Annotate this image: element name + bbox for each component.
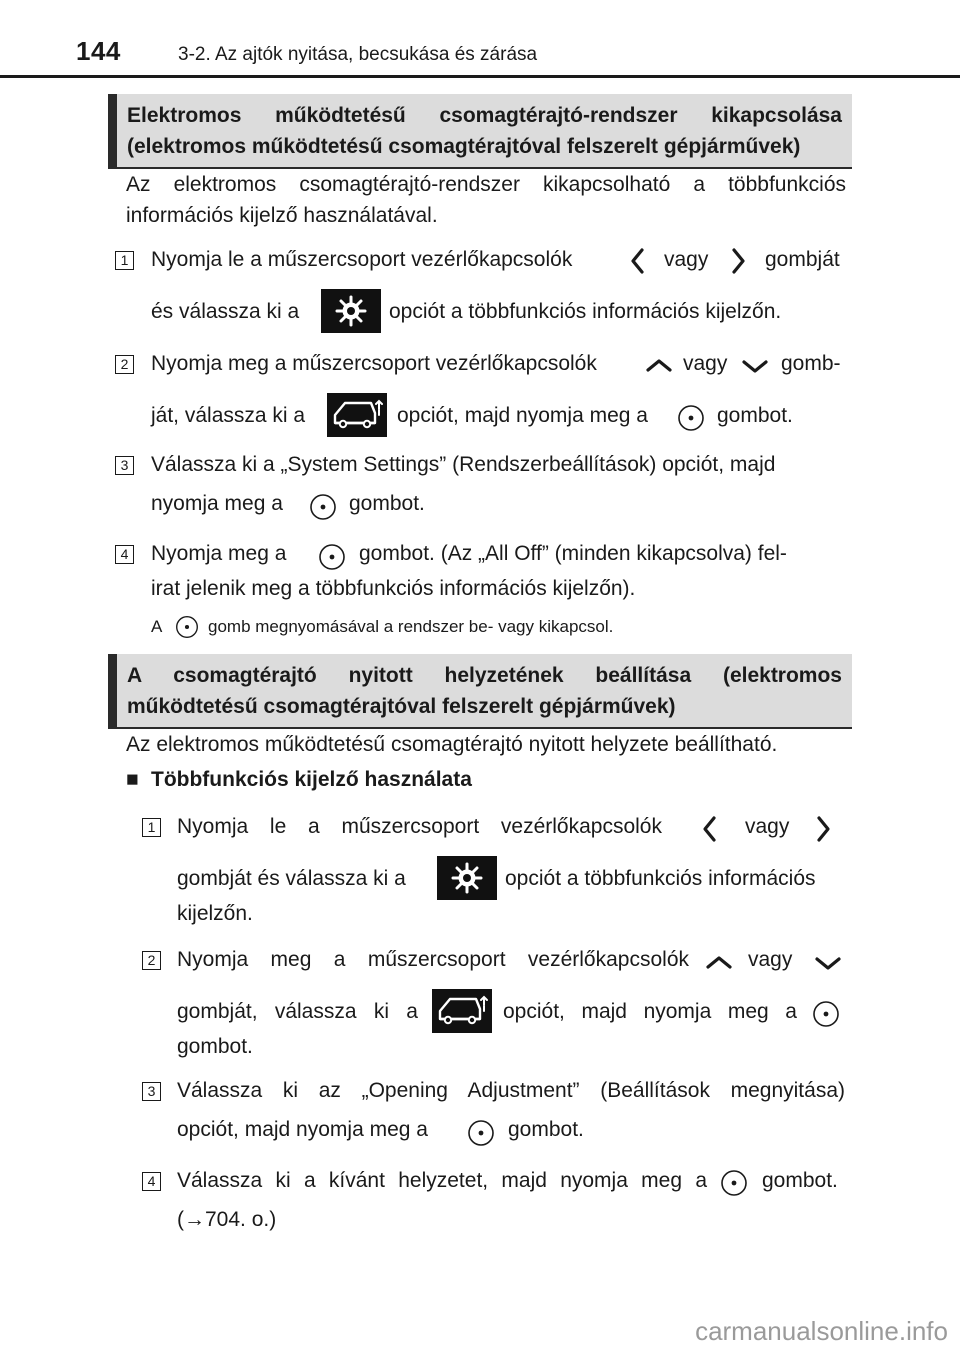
chapter-title: 3-2. Az ajtók nyitása, becsukása és zárása bbox=[178, 44, 538, 65]
page-reference: (→704. o.) bbox=[177, 1208, 277, 1231]
chevron-up-icon bbox=[705, 954, 733, 970]
step-text: gombját bbox=[765, 248, 840, 271]
step-number: 1 bbox=[142, 818, 161, 837]
step-number: 2 bbox=[115, 355, 134, 374]
step-text: Válassza ki a „System Settings” (Rendszerbeállítások) opciót, majd bbox=[151, 453, 776, 476]
step-number: 4 bbox=[115, 545, 134, 564]
ok-button-icon bbox=[318, 543, 346, 571]
step-text: irat jelenik meg a többfunkciós információs kijelzőn). bbox=[151, 577, 636, 600]
step-number: 3 bbox=[142, 1082, 161, 1101]
step-text: opciót a többfunkciós információs bbox=[505, 867, 816, 890]
page-number: 144 bbox=[76, 36, 121, 66]
section-title-line: (elektromos működtetésű csomagtérajtóval felszerelt gépjárművek) bbox=[127, 135, 801, 158]
step-text: Válassza ki az „Opening Adjustment” (Beállítások megnyitása) bbox=[177, 1079, 845, 1102]
step-text: gombot. bbox=[177, 1035, 253, 1058]
bullet-square-icon: ■ bbox=[126, 768, 139, 791]
step-text: Nyomja meg a bbox=[151, 542, 287, 565]
step-text: gombot. bbox=[762, 1169, 838, 1192]
section-intro: Az elektromos működtetésű csomagtérajtó nyitott helyzete beállítható. bbox=[126, 733, 778, 756]
note-text: A bbox=[151, 617, 163, 636]
step-text: nyomja meg a bbox=[151, 492, 283, 515]
chevron-right-icon bbox=[728, 247, 748, 275]
header-divider bbox=[0, 75, 960, 78]
step-text: vagy bbox=[745, 815, 790, 838]
step-text: vagy bbox=[664, 248, 709, 271]
section-intro: Az elektromos csomagtérajtó-rendszer kikapcsolható a többfunkciós információs kijelző használatával. bbox=[126, 173, 846, 227]
car-tailgate-icon bbox=[432, 989, 492, 1033]
step-text: gombját és válassza ki a bbox=[177, 867, 406, 890]
gear-icon bbox=[321, 289, 381, 333]
step-text: gombját, válassza ki a bbox=[177, 1000, 418, 1023]
section-title-line: Elektromos működtetésű csomagtérajtó-rendszer kikapcsolása bbox=[127, 104, 842, 127]
ok-button-icon bbox=[720, 1169, 748, 1197]
step-text: opciót, majd nyomja meg a bbox=[397, 404, 648, 427]
step-text: és válassza ki a bbox=[151, 300, 300, 323]
step-text: gomb- bbox=[781, 352, 841, 375]
ok-button-icon bbox=[175, 615, 199, 639]
step-text: vagy bbox=[683, 352, 728, 375]
note-text: gomb megnyomásával a rendszer be- vagy kikapcsol. bbox=[208, 617, 614, 636]
step-text: gombot. bbox=[717, 404, 793, 427]
step-text: opciót a többfunkciós információs kijelzőn. bbox=[389, 300, 782, 323]
step-text: ját, válassza ki a bbox=[151, 404, 306, 427]
section-title-line: működtetésű csomagtérajtóval felszerelt gépjárművek) bbox=[127, 695, 676, 718]
chevron-left-icon bbox=[628, 247, 648, 275]
step-text: Nyomja le a műszercsoport vezérlőkapcsolók bbox=[177, 815, 662, 838]
chevron-right-icon bbox=[813, 815, 833, 843]
section-title-line: A csomagtérajtó nyitott helyzetének beállítása (elektromos bbox=[127, 664, 842, 687]
step-text: Válassza ki a kívánt helyzetet, majd nyomja meg a bbox=[177, 1169, 707, 1192]
step-number: 3 bbox=[115, 456, 134, 475]
step-number: 1 bbox=[115, 251, 134, 270]
step-text: vagy bbox=[748, 948, 793, 971]
chevron-down-icon bbox=[814, 956, 842, 972]
step-number: 4 bbox=[142, 1172, 161, 1191]
section-title-open-position bbox=[108, 654, 852, 729]
step-text: gombot. bbox=[349, 492, 425, 515]
ok-button-icon bbox=[467, 1119, 495, 1147]
ok-button-icon bbox=[677, 404, 705, 432]
page-header bbox=[0, 0, 960, 80]
subsection-heading: Többfunkciós kijelző használata bbox=[151, 768, 472, 791]
step-text: opciót, majd nyomja meg a bbox=[503, 1000, 797, 1023]
step-text: gombot. (Az „All Off” (minden kikapcsolva) fel- bbox=[359, 542, 787, 565]
gear-icon bbox=[437, 856, 497, 900]
chevron-down-icon bbox=[741, 359, 769, 375]
step-text: Nyomja le a műszercsoport vezérlőkapcsolók bbox=[151, 248, 573, 271]
section-title-disable-system bbox=[108, 94, 852, 169]
ok-button-icon bbox=[812, 1000, 840, 1028]
step-text: opciót, majd nyomja meg a bbox=[177, 1118, 428, 1141]
car-tailgate-icon bbox=[327, 393, 387, 437]
ok-button-icon bbox=[309, 493, 337, 521]
chevron-up-icon bbox=[645, 357, 673, 373]
step-number: 2 bbox=[142, 951, 161, 970]
step-text: gombot. bbox=[508, 1118, 584, 1141]
step-text: kijelzőn. bbox=[177, 902, 253, 925]
watermark: carmanualsonline.info bbox=[695, 1316, 948, 1346]
step-text: Nyomja meg a műszercsoport vezérlőkapcsolók bbox=[177, 948, 689, 971]
step-text: Nyomja meg a műszercsoport vezérlőkapcsolók bbox=[151, 352, 597, 375]
chevron-left-icon bbox=[700, 815, 720, 843]
